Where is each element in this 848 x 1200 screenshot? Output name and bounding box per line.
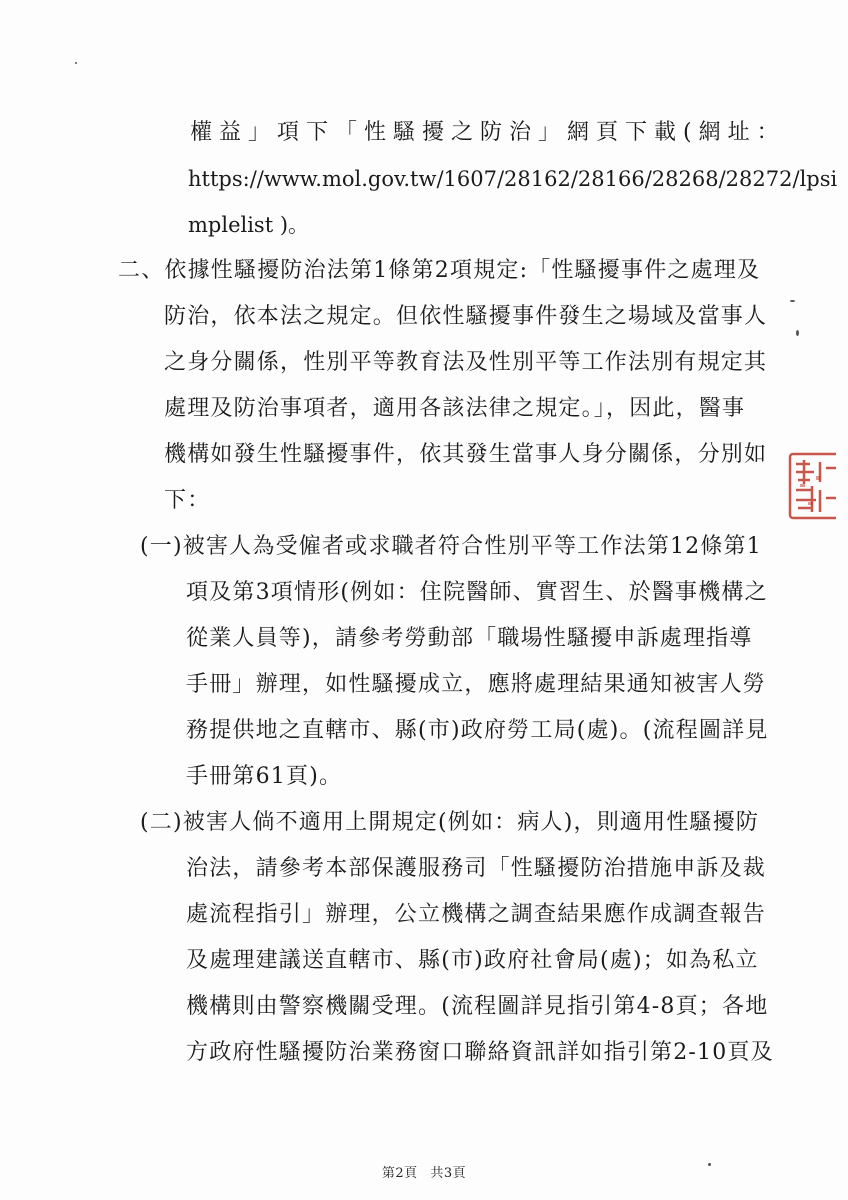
paragraph-text: 從業人員等)，請參考勞動部「職場性騷擾申訴處理指導 [186,626,753,651]
text-line [186,946,759,976]
url-text: mplelist )。 [188,213,310,237]
paragraph-text: 之身分關係，性別平等教育法及性別平等工作法別有規定其 [164,350,768,375]
text-line [190,118,786,148]
text-line [188,210,309,240]
paragraph-text: 機構則由警察機關受理。(流程圖詳見指引第4-8頁；各地 [186,994,769,1019]
text-line [164,348,767,378]
text-line [186,762,342,792]
text-line [118,256,760,286]
page-footer [0,1162,848,1181]
text-line [164,486,210,516]
paragraph-text: 下： [164,488,211,513]
text-line [186,624,753,654]
subsection-text: (二)被害人倘不適用上開規定(例如：病人)，則適用性騷擾防 [140,810,760,835]
paragraph-text: 治法，請參考本部保護服務司「性騷擾防治措施申訴及裁 [186,856,767,881]
url-text: https://www.mol.gov.tw/1607/28162/28166/28268/28272/lpsi [188,167,838,191]
paragraph-text: 處流程指引」辦理，公立機構之調查結果應作成調查報告 [186,902,767,927]
text-line [186,992,768,1022]
text-line [140,808,759,838]
scan-speck [796,330,799,336]
paragraph-text: 手冊第61頁)。 [186,764,343,789]
text-line [186,1038,774,1068]
text-line [164,440,767,470]
paragraph-text: 項及第3項情形(例如：住院醫師、實習生、於醫事機構之 [186,580,768,605]
paragraph-text: 務提供地之直轄市、縣(市)政府勞工局(處)。(流程圖詳見 [186,718,769,743]
page-number: 第2頁 [381,1166,418,1181]
text-line [164,394,745,424]
section-heading-text: 二、依據性騷擾防治法第1條第2項規定:「性騷擾事件之處理及 [118,258,761,283]
text-line [140,532,762,562]
paragraph-text: 機構如發生性騷擾事件，依其發生當事人身分關係，分別如 [164,442,768,467]
scan-speck [75,62,77,64]
paragraph-text: 及處理建議送直轄市、縣(市)政府社會局(處)；如為私立 [186,948,759,973]
paragraph-text: 方政府性騷擾防治業務窗口聯絡資訊詳如指引第2-10頁及 [186,1040,774,1065]
text-line [186,900,766,930]
subsection-text: (一)被害人為受僱者或求職者符合性別平等工作法第12條第1 [140,534,762,559]
paragraph-text: 處理及防治事項者，適用各該法律之規定。」，因此，醫事 [164,396,746,421]
text-line [188,164,837,194]
seal-stamp-icon [786,450,836,522]
text-line [186,578,768,608]
text-line [186,854,766,884]
text-line [164,302,767,332]
total-pages: 共3頁 [430,1166,467,1181]
text-line [186,716,769,746]
paragraph-text: 防治，依本法之規定。但依性騷擾事件發生之場域及當事人 [164,304,768,329]
paragraph-text: 權益」項下「性騷擾之防治」網頁下載(網址： [190,120,786,145]
paragraph-text: 手冊」辦理，如性騷擾成立，應將處理結果通知被害人勞 [186,672,767,697]
scan-speck [790,300,795,302]
text-line [186,670,766,700]
